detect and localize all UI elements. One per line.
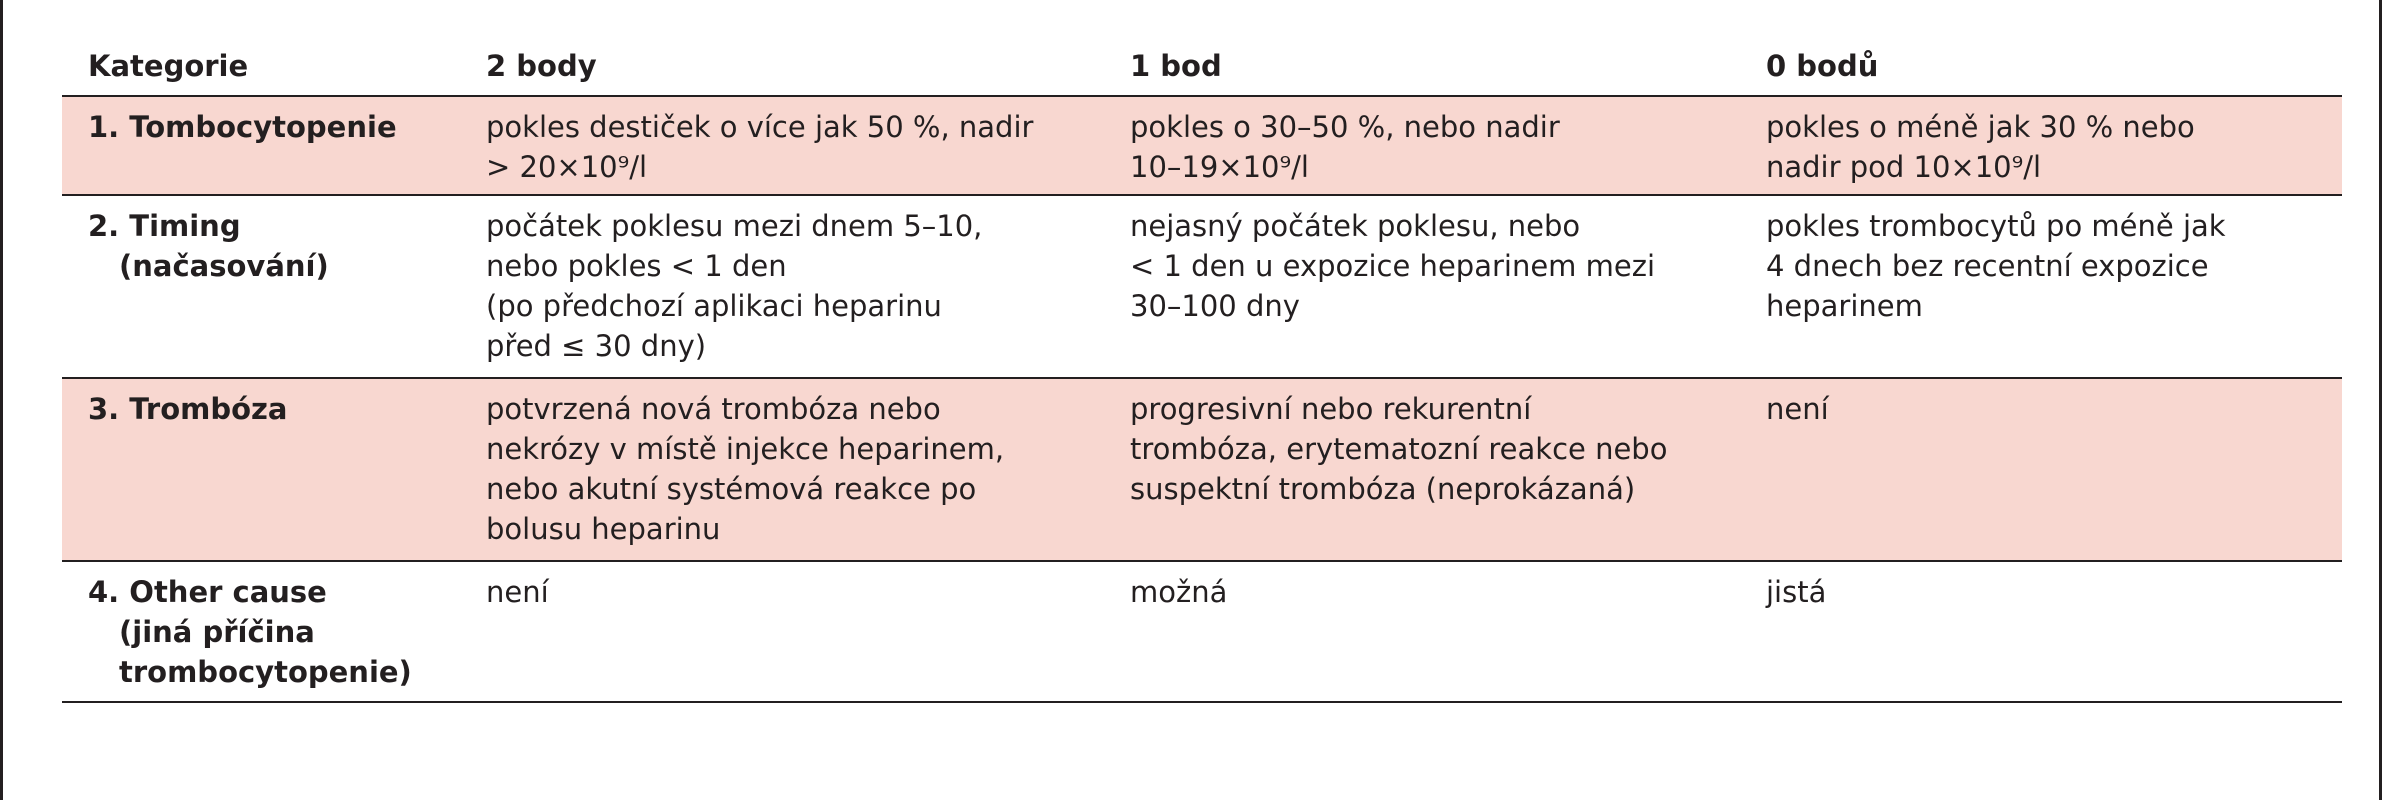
one-point-cell xyxy=(1102,195,1738,378)
table-row xyxy=(62,195,2342,378)
cell-line: < 1 den u expozice heparinem mezi xyxy=(1130,249,1656,283)
cell-line: nebo pokles < 1 den xyxy=(486,249,787,283)
cell-line: pokles o 30–50 %, nebo nadir xyxy=(1130,110,1560,144)
cell-line: 30–100 dny xyxy=(1130,289,1300,323)
table-row xyxy=(62,96,2342,195)
cell-line: bolusu heparinu xyxy=(486,512,721,546)
two-points-cell xyxy=(458,96,1102,195)
category-cell xyxy=(62,195,458,378)
cell-line: pokles o méně jak 30 % nebo xyxy=(1766,110,2195,144)
header-one-point: 1 bod xyxy=(1102,34,1738,96)
category-title: 3. Trombóza xyxy=(88,392,288,426)
cell-line: pokles destiček o více jak 50 %, nadir xyxy=(486,110,1034,144)
cell-line: nejasný počátek poklesu, nebo xyxy=(1130,209,1581,243)
category-title: 1. Tombocytopenie xyxy=(88,110,397,144)
cell-line: před ≤ 30 dny) xyxy=(486,329,707,363)
cell-line: pokles trombocytů po méně jak xyxy=(1766,209,2226,243)
cell-line: počátek poklesu mezi dnem 5–10, xyxy=(486,209,983,243)
cell-line: heparinem xyxy=(1766,289,1923,323)
cell-line: nebo akutní systémová reakce po xyxy=(486,472,977,506)
one-point-cell xyxy=(1102,378,1738,561)
scoring-table xyxy=(62,34,2342,703)
cell-line: suspektní trombóza (neprokázaná) xyxy=(1130,472,1636,506)
table-row xyxy=(62,378,2342,561)
cell-line: trombóza, erytematozní reakce nebo xyxy=(1130,432,1668,466)
cell-line: 4 dnech bez recentní expozice xyxy=(1766,249,2209,283)
category-subtitle: (načasování) xyxy=(119,249,329,283)
cell-line: 10–19×10⁹/l xyxy=(1130,150,1309,184)
table-row xyxy=(62,561,2342,702)
header-zero-points: 0 bodů xyxy=(1738,34,2342,96)
category-title: 4. Other cause xyxy=(88,575,327,609)
cell-line: nadir pod 10×10⁹/l xyxy=(1766,150,2042,184)
cell-line: není xyxy=(1766,392,1829,426)
one-point-cell xyxy=(1102,96,1738,195)
category-cell xyxy=(62,378,458,561)
cell-line: možná xyxy=(1130,575,1228,609)
zero-points-cell xyxy=(1738,195,2342,378)
table-header-row xyxy=(62,34,2342,96)
cell-line: potvrzená nová trombóza nebo xyxy=(486,392,941,426)
zero-points-cell xyxy=(1738,561,2342,702)
cell-line: > 20×10⁹/l xyxy=(486,150,648,184)
header-category: Kategorie xyxy=(62,34,458,96)
cell-line: progresivní nebo rekurentní xyxy=(1130,392,1532,426)
two-points-cell xyxy=(458,195,1102,378)
category-title: 2. Timing xyxy=(88,209,241,243)
two-points-cell xyxy=(458,561,1102,702)
one-point-cell xyxy=(1102,561,1738,702)
zero-points-cell xyxy=(1738,96,2342,195)
cell-line: nekrózy v místě injekce heparinem, xyxy=(486,432,1005,466)
cell-line: není xyxy=(486,575,549,609)
category-subtitle: trombocytopenie) xyxy=(119,655,412,689)
category-cell xyxy=(62,561,458,702)
two-points-cell xyxy=(458,378,1102,561)
cell-line: (po předchozí aplikaci heparinu xyxy=(486,289,942,323)
cell-line: jistá xyxy=(1766,575,1827,609)
zero-points-cell xyxy=(1738,378,2342,561)
category-cell xyxy=(62,96,458,195)
header-two-points: 2 body xyxy=(458,34,1102,96)
category-subtitle: (jiná příčina xyxy=(119,615,315,649)
